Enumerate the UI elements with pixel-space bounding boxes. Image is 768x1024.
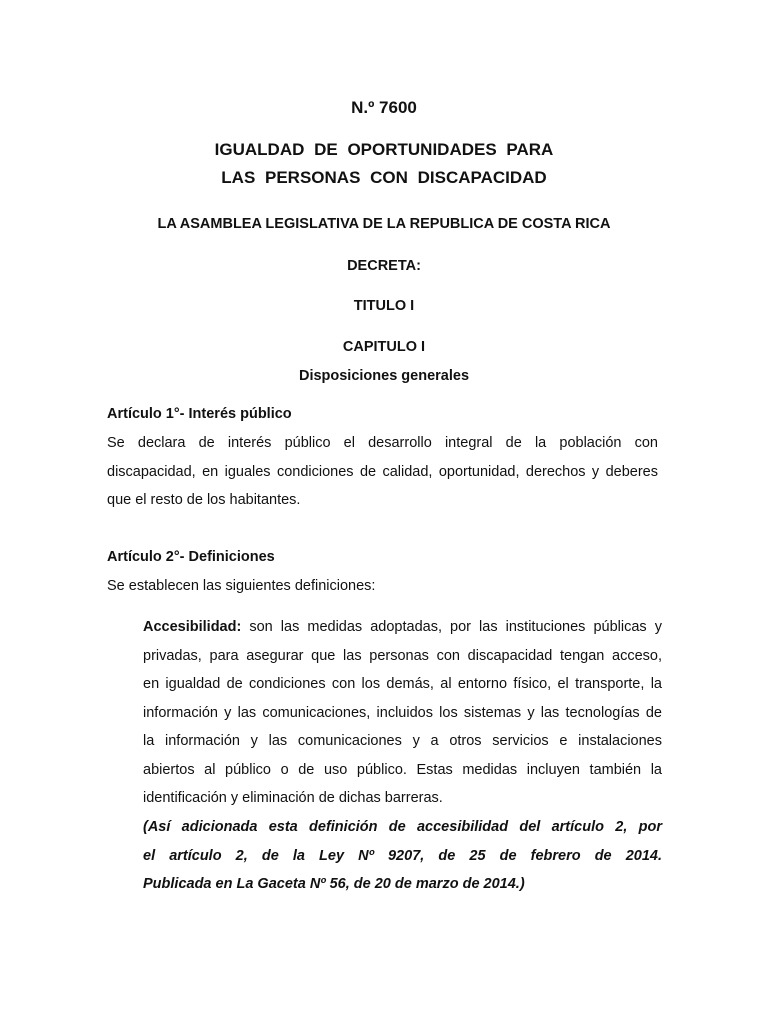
definition-line: abiertos al público o de uso público. Estas medidas incluyen también la	[143, 761, 662, 778]
law-number: N.º 7600	[351, 98, 417, 117]
amendment-note	[143, 813, 662, 899]
article-1-line: que el resto de los habitantes.	[107, 492, 301, 508]
definition-term: Accesibilidad:	[143, 619, 242, 635]
amendment-note-line: el artículo 2, de la Ley Nº 9207, de 25 de febrero de 2014.	[143, 847, 662, 864]
definition-line: la información y las comunicaciones y a otros servicios e instalaciones	[143, 733, 662, 749]
article-1-line: discapacidad, en iguales condiciones de calidad, oportunidad, derechos y deberes	[107, 463, 658, 480]
article-1-line: Se declara de interés público el desarrollo integral de la población con	[107, 435, 658, 451]
definition-line: identificación y eliminación de dichas barreras.	[143, 790, 443, 806]
article-2-intro: Se establecen las siguientes definiciones:	[107, 578, 376, 594]
amendment-note-line: Publicada en La Gaceta Nº 56, de 20 de marzo de 2014.)	[143, 876, 525, 892]
law-title-line-1: IGUALDAD DE OPORTUNIDADES PARA	[214, 140, 554, 159]
law-title-line-2: LAS PERSONAS CON DISCAPACIDAD	[221, 168, 547, 187]
definition-line: en igualdad de condiciones con los demás, al entorno físico, el transporte, la	[143, 676, 662, 692]
accesibilidad-definition	[143, 613, 662, 813]
definition-first-line	[143, 613, 662, 642]
definition-first-line-text: son las medidas adoptadas, por las instituciones públicas y	[241, 619, 662, 635]
article-2-heading: Artículo 2°- Definiciones	[107, 549, 275, 565]
amendment-note-line: (Así adicionada esta definición de accesibilidad del artículo 2, por	[143, 819, 662, 835]
decreta-heading: DECRETA:	[347, 258, 421, 274]
article-1-heading: Artículo 1°- Interés público	[107, 406, 292, 422]
definition-line: información y las comunicaciones, incluidos los sistemas y las tecnologías de	[143, 704, 662, 721]
titulo-heading: TITULO I	[353, 298, 415, 314]
assembly-heading: LA ASAMBLEA LEGISLATIVA DE LA REPUBLICA DE COSTA RICA	[157, 216, 611, 232]
article-1-body	[107, 429, 658, 515]
definition-line: privadas, para asegurar que las personas con discapacidad tengan acceso,	[143, 647, 662, 664]
capitulo-heading: CAPITULO I	[342, 339, 426, 355]
capitulo-subtitle: Disposiciones generales	[298, 368, 470, 384]
